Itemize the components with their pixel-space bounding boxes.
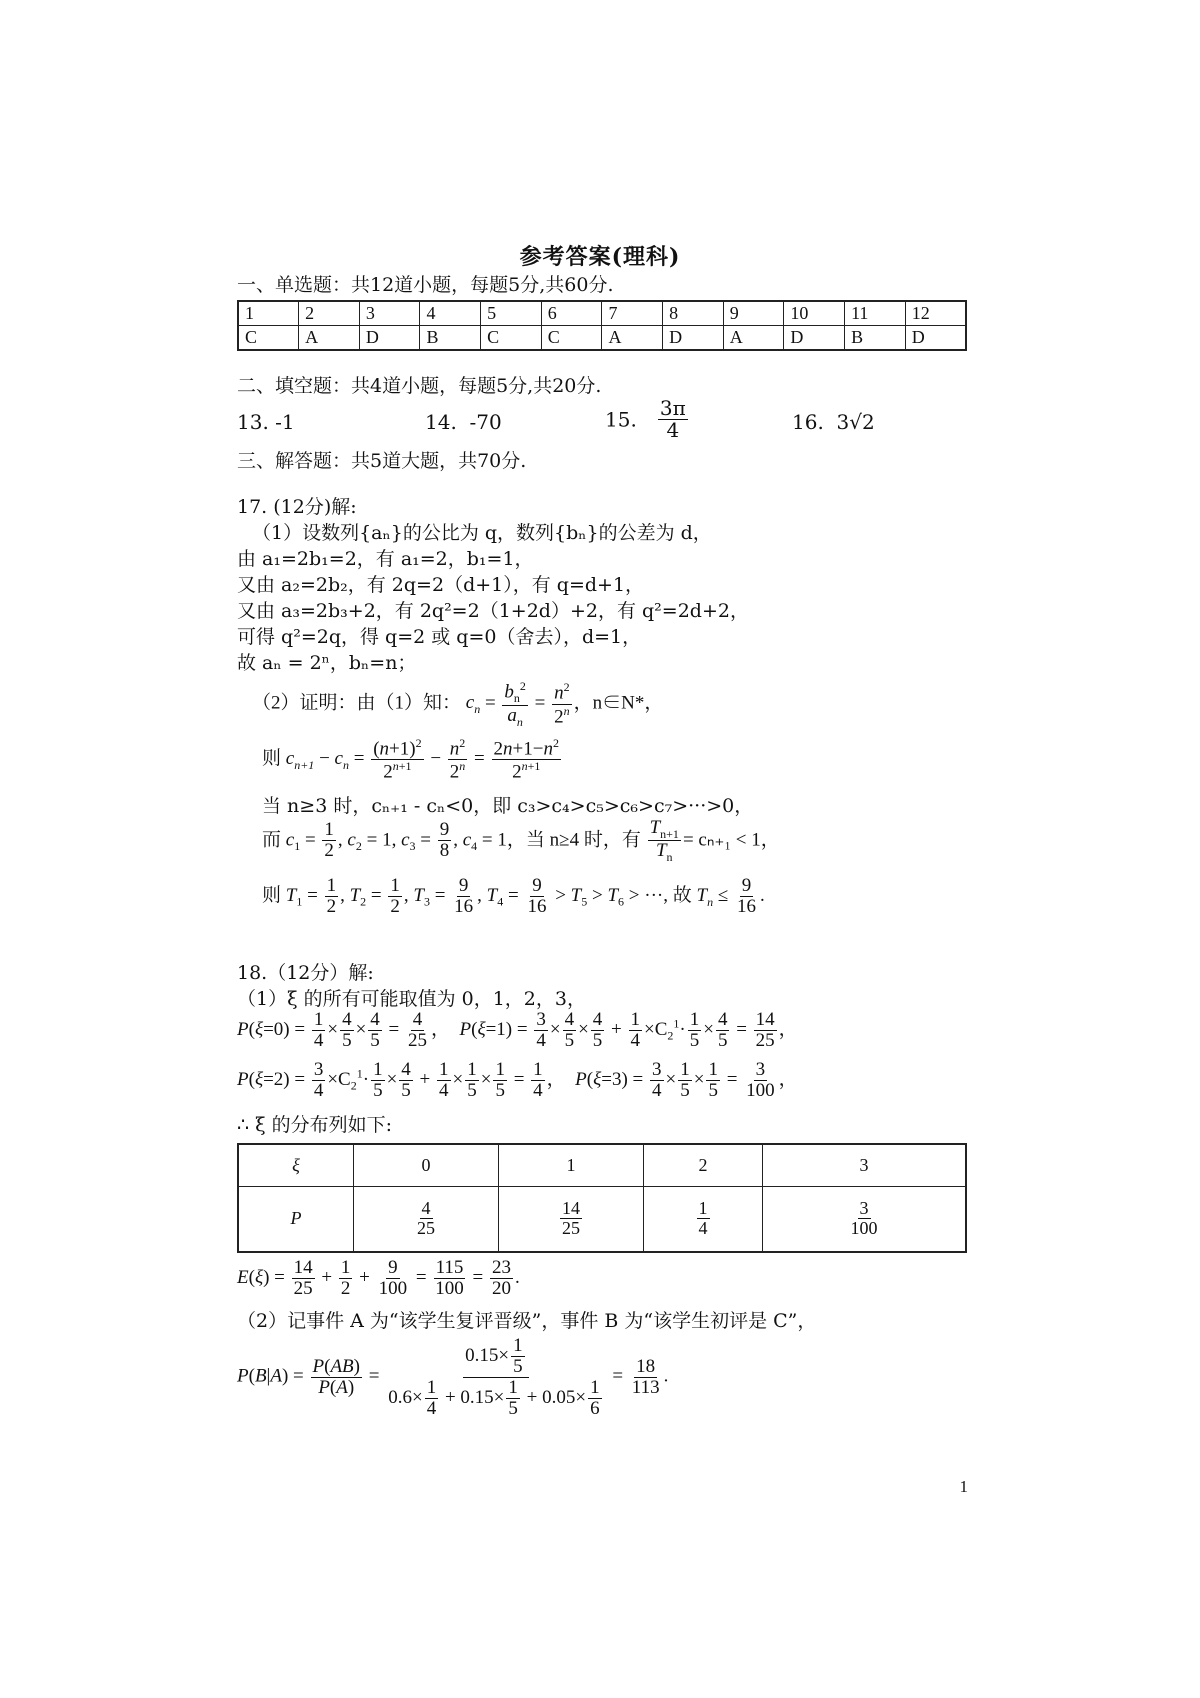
distribution-probability-label: P xyxy=(238,1186,354,1252)
q17-line: 可得 q²=2q，得 q=2 或 q=0（舍去），d=1， xyxy=(237,626,642,648)
question-number-cell: 7 xyxy=(602,301,663,326)
section-solutions-heading: 三、解答题：共5道大题，共70分. xyxy=(237,450,527,472)
answer-row xyxy=(238,326,966,351)
distribution-variable-label: ξ xyxy=(238,1144,354,1186)
question-number-cell: 3 xyxy=(359,301,420,326)
answer-cell: C xyxy=(541,326,602,351)
answer-14: 14. -70 xyxy=(425,410,502,434)
q17-line: 故 aₙ = 2ⁿ，bₙ=n； xyxy=(237,652,417,674)
answer-cell: B xyxy=(845,326,906,351)
q17-line: 又由 a₂=2b₂，有 2q=2（d+1），有 q=d+1， xyxy=(237,574,645,596)
distribution-probability-row xyxy=(238,1186,966,1252)
distribution-header-row xyxy=(238,1144,966,1186)
q18-dist-intro: ∴ ξ 的分布列如下: xyxy=(237,1114,393,1136)
section-multiple-choice-heading: 一、单选题：共12道小题，每题5分,共60分. xyxy=(237,274,614,296)
q18-prob-01: P(ξ=0) = $\frac{1}{4}$ × $\frac{4}{5}$ × $\frac{4}{5}$ = $\frac{4}{25}$ ， P(ξ=1) = $\frac{3}{4}$ × $\frac{4}{5}$ × $\frac{4}{5}$ + $\frac{1}{4}$ $\times C_2^1\cdot$ $\frac{1}{5}$ × $\frac{4}{5}$ = $\frac{14}{25}$ ， xyxy=(237,1009,798,1051)
q17-t-values: 则 $T_1$ = $\frac{1}{2}$ , $T_2$ = $\frac{1}{2}$ , $T_3$ = $\frac{9}{16}$ , $T_4$ = $\frac{9}{16}$ > $T_5 > T_6$ > ···, 故 $T_n$ ≤ $\frac{9}{16}$ . xyxy=(262,875,765,917)
question-number-row xyxy=(238,301,966,326)
answer-cell: A xyxy=(299,326,360,351)
distribution-value-cell: 1 xyxy=(499,1144,644,1186)
answer-15: 15. $\frac{3\pi}{4}$ xyxy=(605,396,686,442)
q17-line: 又由 a₃=2b₃+2，有 2q²=2（1+2d）+2，有 q²=2d+2， xyxy=(237,600,749,622)
page-number: 1 xyxy=(959,1477,968,1496)
q17-part2-formula: （2）证明：由（1）知： $c_n$ = $\frac{b_n^2}{a_n}$ = $\frac{n^2}{2^n}$ ，n∈N*， xyxy=(252,679,664,729)
question-number-cell: 2 xyxy=(299,301,360,326)
page-title: 参考答案(理科) xyxy=(519,244,681,270)
answer-cell: D xyxy=(359,326,420,351)
question-number-cell: 10 xyxy=(784,301,845,326)
answer-cell: C xyxy=(238,326,299,351)
question-number-cell: 9 xyxy=(723,301,784,326)
distribution-probability-cell: $\frac{3}{100}$ xyxy=(763,1186,967,1252)
q18-prob-23: P(ξ=2) = $\frac{3}{4}$ $\times C_2^1\cdot$ $\frac{1}{5}$ × $\frac{4}{5}$ + $\frac{1}{4}$ × $\frac{1}{5}$ × $\frac{1}{5}$ = $\frac{1}{4}$ ， P(ξ=3) = $\frac{3}{4}$ × $\frac{1}{5}$ × $\frac{1}{5}$ = $\frac{3}{100}$ ， xyxy=(237,1059,798,1101)
distribution-value-cell: 2 xyxy=(644,1144,763,1186)
question-number-cell: 12 xyxy=(905,301,966,326)
question-number-cell: 8 xyxy=(663,301,724,326)
answer-16: 16. 3√2 xyxy=(792,410,875,434)
section-fill-blank-heading: 二、填空题：共4道小题，每题5分,共20分. xyxy=(237,375,602,397)
question-number-cell: 11 xyxy=(845,301,906,326)
q18-heading: 18.（12分）解: xyxy=(237,962,374,984)
q17-heading: 17. (12分)解: xyxy=(237,496,357,518)
distribution-probability-cell: $\frac{14}{25}$ xyxy=(499,1186,644,1252)
q17-line: 由 a₁=2b₁=2，有 a₁=2，b₁=1， xyxy=(237,548,534,570)
multiple-choice-answer-table xyxy=(237,300,967,351)
question-number-cell: 6 xyxy=(541,301,602,326)
q18-line: （1）ξ 的所有可能取值为 0，1，2，3， xyxy=(237,988,586,1010)
answer-13: 13. -1 xyxy=(237,410,295,434)
question-number-cell: 5 xyxy=(481,301,542,326)
distribution-probability-cell: $\frac{1}{4}$ xyxy=(644,1186,763,1252)
question-number-cell: 1 xyxy=(238,301,299,326)
question-number-cell: 4 xyxy=(420,301,481,326)
distribution-probability-cell: $\frac{4}{25}$ xyxy=(354,1186,499,1252)
answer-cell: D xyxy=(784,326,845,351)
q17-c-values: 而 $c_1$ = $\frac{1}{2}$ , $c_2 = 1$, $c_3$ = $\frac{9}{8}$ , $c_4 = 1$，当 n≥4 时，有 $\frac{T_{n+1}}{T_n}$ = cₙ₊₁ < 1， xyxy=(262,817,780,865)
answer-cell: A xyxy=(723,326,784,351)
q18-conditional-probability: P(B|A) = $\frac{P(AB)}{P(A)}$ = 0.15× $\frac{1}{5}$ 0.6× $\frac{1}{4}$ + 0.15× $\frac{1}{5}$ + 0.05× $\frac{1}{6}$ = $\frac{18}{113}$ . xyxy=(237,1335,669,1419)
answer-cell: B xyxy=(420,326,481,351)
q18-part2: （2）记事件 A 为“该学生复评晋级”，事件 B 为“该学生初评是 C”， xyxy=(237,1310,817,1332)
answer-cell: D xyxy=(905,326,966,351)
distribution-value-cell: 0 xyxy=(354,1144,499,1186)
distribution-value-cell: 3 xyxy=(763,1144,967,1186)
q18-expectation: E(ξ) = $\frac{14}{25}$ + $\frac{1}{2}$ + $\frac{9}{100}$ = $\frac{115}{100}$ = $\frac{23}{20}$ . xyxy=(237,1257,520,1299)
answer-cell: D xyxy=(663,326,724,351)
answer-cell: A xyxy=(602,326,663,351)
distribution-table xyxy=(237,1143,967,1253)
q17-line: （1）设数列{aₙ}的公比为 q，数列{bₙ}的公差为 d， xyxy=(252,522,712,544)
q17-line: 当 n≥3 时，cₙ₊₁ - cₙ<0，即 c₃>c₄>c₅>c₆>c₇>···>0， xyxy=(262,795,754,817)
answer-cell: C xyxy=(481,326,542,351)
q17-difference-formula: 则 $c_{n+1} - c_n$ = $\frac{(n+1)^2}{2^{n+1}}$ − $\frac{n^2}{2^n}$ = $\frac{2n+1-n^2}{2^{n+1}}$ xyxy=(262,736,559,783)
